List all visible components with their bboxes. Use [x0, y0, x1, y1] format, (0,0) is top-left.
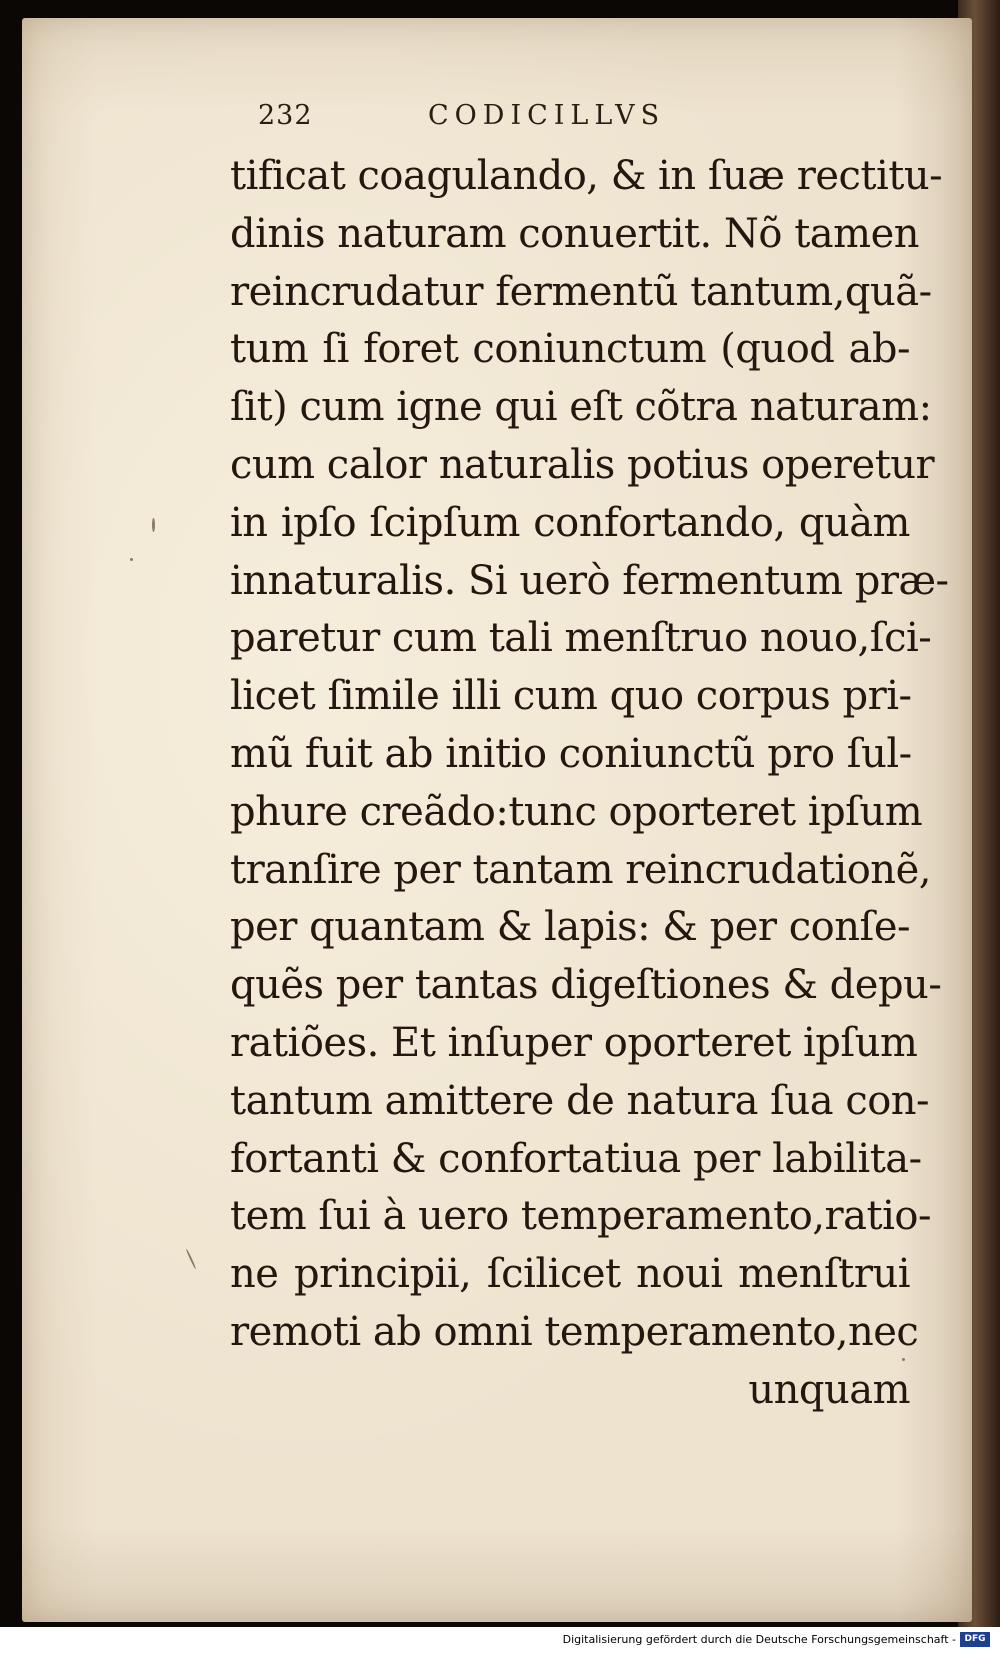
text-line: cum calor naturalis potius operetur [230, 441, 935, 488]
text-line: reincrudatur fermentũ tantum,quã- [230, 268, 932, 315]
text-line: quẽs per tantas digeſtiones & depu- [230, 962, 942, 1009]
page-speck [130, 558, 133, 561]
page-speck [185, 1249, 196, 1270]
text-line: innaturalis. Si uerò fermentum præ- [230, 557, 949, 604]
running-title: CODICILLVS [428, 100, 666, 131]
text-line: in ipſo ſcipſum confortando, quàm [230, 499, 910, 546]
text-line: ne principii, ſcilicet noui menſtrui [230, 1251, 910, 1298]
text-line: licet ſimile illi cum quo corpus pri- [230, 673, 912, 720]
text-line: fortanti & confortatiua per labilita- [230, 1135, 922, 1182]
text-line: phure creãdo:tunc oporteret ipſum [230, 788, 923, 835]
text-line: ratiões. Et inſuper oporteret ipſum [230, 1019, 918, 1066]
body-text [230, 148, 949, 1420]
dfg-logo[interactable]: DFG [960, 1632, 990, 1647]
text-line: paretur cum tali menſtruo nouo,ſci- [230, 615, 932, 662]
digitization-footer [0, 1627, 1000, 1653]
text-line: mũ fuit ab initio coniunctũ pro ſul- [230, 730, 912, 777]
text-line: tem ſui à uero temperamento,ratio- [230, 1193, 931, 1240]
text-line: tum ſi foret coniunctum (quod ab- [230, 326, 910, 373]
text-line: dinis naturam conuertit. Nõ tamen [230, 210, 920, 257]
page-header [258, 100, 698, 140]
catchword: unquam [748, 1366, 910, 1413]
page-number: 232 [258, 100, 313, 131]
text-line: per quantam & lapis: & per conſe- [230, 904, 910, 951]
funding-credit: Digitalisierung gefördert durch die Deutsche Forschungsgemeinschaft - [562, 1633, 956, 1646]
text-line: tantum amittere de natura ſua con- [230, 1077, 930, 1124]
text-line: remoti ab omni temperamento,nec [230, 1308, 919, 1355]
text-line: tificat coagulando, & in ſuæ rectitu- [230, 153, 943, 199]
page-speck [152, 518, 155, 532]
text-line: tranſire per tantam reincrudationẽ, [230, 846, 931, 893]
text-line: ſit) cum igne qui eſt cõtra naturam: [230, 384, 932, 431]
